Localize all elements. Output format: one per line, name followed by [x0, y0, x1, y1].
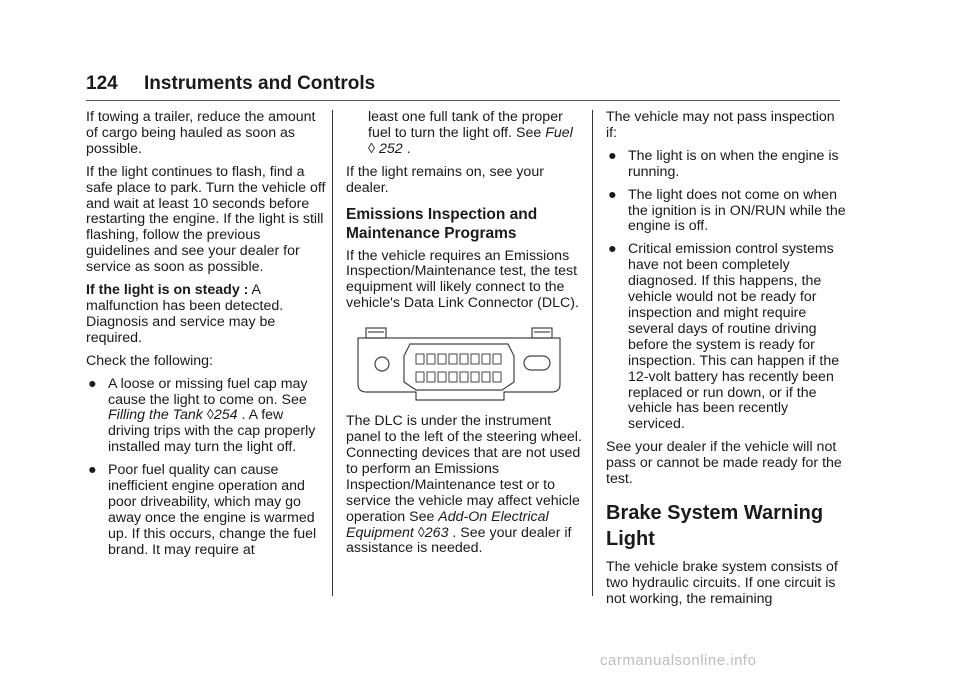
dlc-connector-diagram — [354, 326, 564, 404]
list-item-text: Critical emission control systems have not been completely diagnosed. If this happens, the vehicle would not be ready for inspection and might require several days of routine driving before the system is ready for inspection. This can happen if the 12-volt battery has recently been replaced or run down, or if the vehicle has been recently serviced. — [628, 241, 840, 433]
steady-light-text: A malfunction has been detected. Diagnosis and service may be required. — [86, 282, 284, 346]
bullet-icon: ● — [608, 186, 617, 203]
column-3 — [606, 110, 846, 615]
page-number: 124 — [86, 73, 118, 94]
page-ref-number[interactable]: 254 — [213, 407, 238, 424]
cross-reference-link[interactable]: Filling the Tank — [108, 407, 203, 424]
steady-light-lead: If the light is on steady : — [86, 282, 249, 299]
list-item-text: least one full tank of the proper fuel to turn the light off. See — [368, 109, 563, 141]
paragraph: If the vehicle requires an Emissions Inspection/Maintenance test, the test equipment will likely connect to the vehicle's Data Link Connector (DLC). — [346, 247, 579, 312]
column-2 — [346, 110, 586, 564]
paragraph: If the light continues to flash, find a safe place to park. Turn the vehicle off and wait at least 10 seconds before restarting the engine. If the light is still flashing, follow the previous guidelines and see your dealer for service as soon as possible. — [86, 163, 326, 276]
list-item-text: . A few driving trips with the cap properly installed may turn the light off. — [108, 407, 316, 456]
list-item-text: A loose or missing fuel cap may cause the light to come on. See — [108, 375, 308, 408]
paragraph: See your dealer if the vehicle will not pass or cannot be made ready for the test. — [606, 439, 842, 488]
cross-reference-link[interactable]: Add-On Electrical Equipment — [346, 508, 549, 541]
paragraph: If towing a trailer, reduce the amount of cargo being hauled as soon as possible. — [86, 109, 316, 157]
paragraph: The vehicle brake system consists of two hydraulic circuits. If one circuit is not working, the remaining — [606, 558, 838, 607]
paragraph-text: The DLC is under the instrument panel to the left of the steering wheel. Connecting devices that are not used to perform an Emissions Inspection/Maintenance test or to service the vehicle may affect vehicle operation See — [346, 413, 582, 525]
section-heading: Emissions Inspection and Maintenance Programs — [346, 205, 538, 242]
bullet-icon: ● — [88, 375, 97, 392]
list-item — [86, 377, 326, 457]
column-1 — [86, 110, 326, 566]
page-ref-icon: ◊ — [368, 140, 376, 157]
header-rule — [86, 100, 840, 101]
list-item-continued — [346, 110, 586, 158]
list-item-text: The light is on when the engine is running. — [628, 147, 839, 180]
column-divider-1 — [332, 110, 333, 596]
column-divider-2 — [592, 110, 593, 596]
page-ref-icon: ◊ — [206, 407, 214, 424]
bullet-icon: ● — [608, 241, 617, 258]
cross-reference-link[interactable]: Fuel — [545, 124, 573, 141]
paragraph-text: . See your dealer if assistance is needed. — [346, 524, 572, 557]
paragraph: If the light remains on, see your dealer. — [346, 163, 544, 196]
list-item — [86, 463, 326, 558]
page-ref-number[interactable]: 263 — [424, 524, 449, 541]
watermark-text: carmanualsonline.info — [600, 652, 757, 669]
paragraph — [346, 414, 586, 557]
list-item — [606, 149, 846, 181]
paragraph — [86, 283, 326, 347]
list-item-text: . — [402, 140, 411, 157]
bullet-icon: ● — [88, 462, 97, 479]
paragraph: Check the following: — [86, 352, 213, 369]
page-ref-icon: ◊ — [417, 524, 425, 541]
section-heading: Brake System Warning Light — [606, 501, 824, 550]
paragraph: The vehicle may not pass inspection if: — [606, 109, 835, 141]
section-title: Instruments and Controls — [144, 73, 376, 94]
list-item — [606, 242, 846, 433]
page-ref-number[interactable]: 252 — [378, 140, 403, 157]
list-item-text: Poor fuel quality can cause inefficient engine operation and poor driveability, which may go away once the engine is warmed up. If this occurs, change the fuel brand. It may require at — [108, 462, 317, 558]
list-item — [606, 188, 846, 236]
bullet-icon: ● — [608, 147, 617, 164]
list-item-text: The light does not come on when the ignition is in ON/RUN while the engine is off. — [628, 186, 846, 235]
